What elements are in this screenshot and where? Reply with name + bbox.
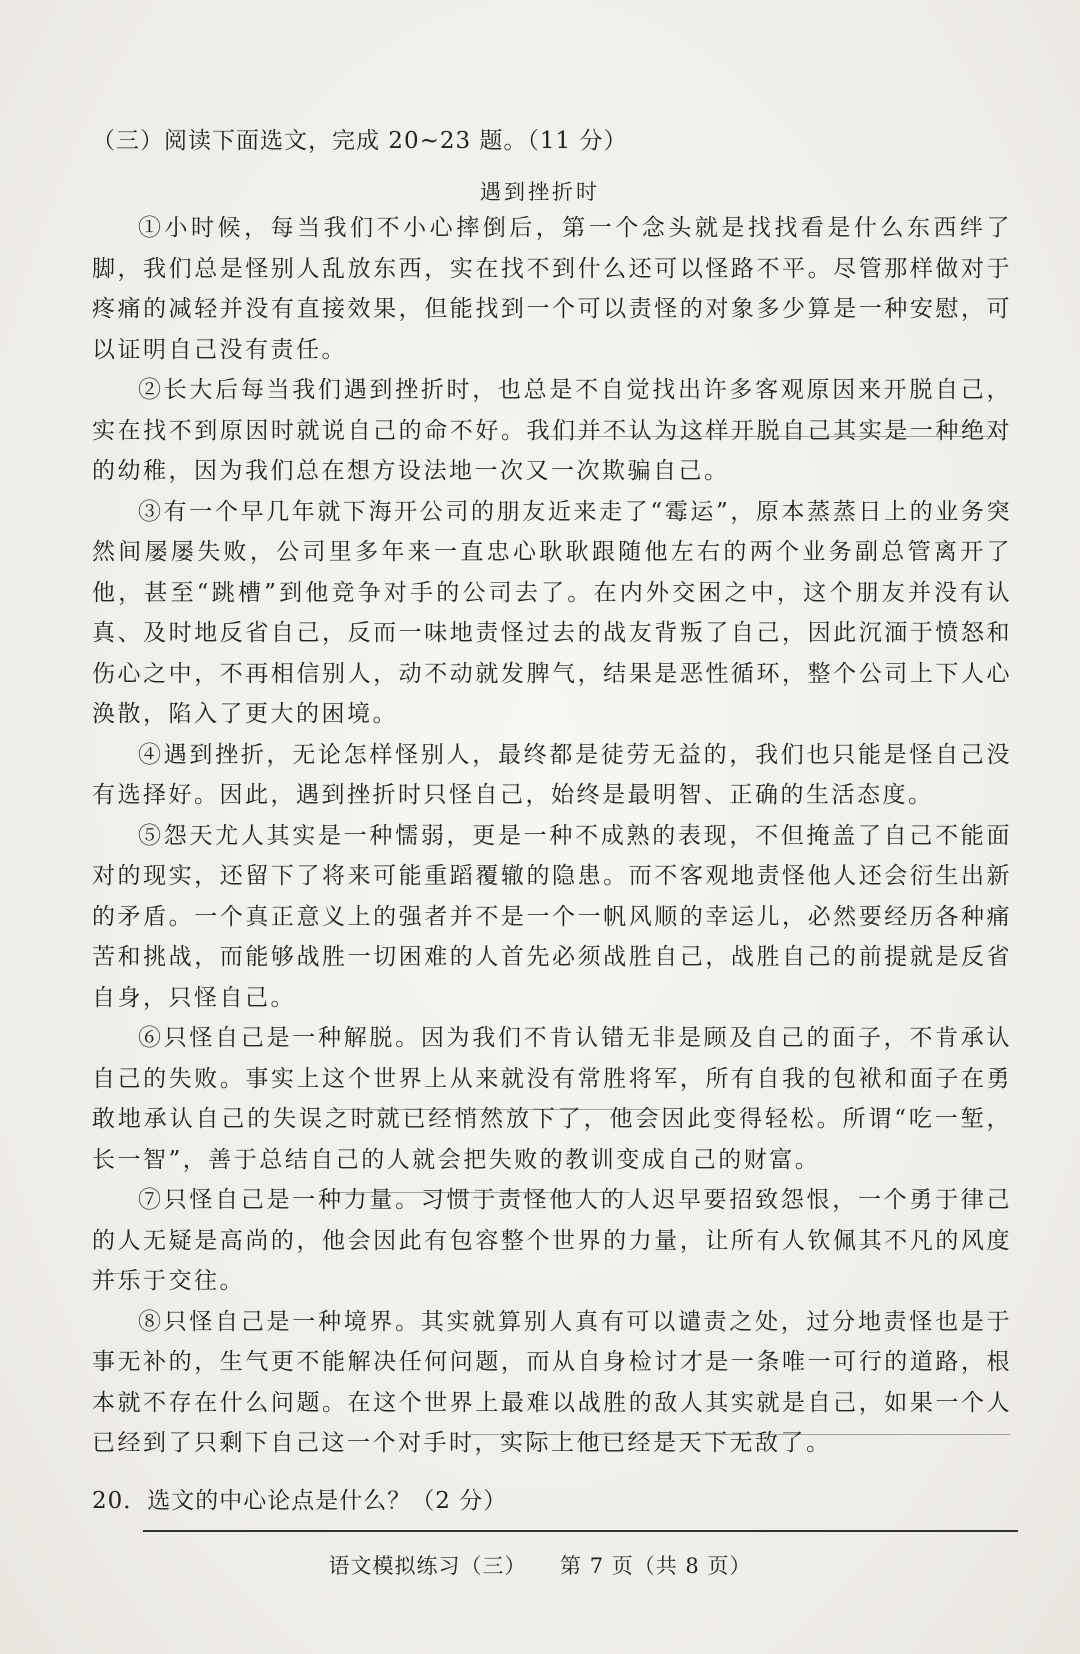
paragraph-8: ⑧只怪自己是一种境界。其实就算别人真有可以谴责之处，过分地责怪也是于事无补的，生气更不能解决任何问题，而从自身检讨才是一条唯一可行的道路，根本就不存在什么问题。在这个世界上最难以战胜的敌人其实就是自己，如果一个人已经到了只剩下自己这一个对手时，实际上他已经是天下无敌了。	[92, 1308, 1012, 1456]
footer-divider	[143, 1530, 1018, 1532]
paragraph-6: ⑥只怪自己是一种解脱。因为我们不肯认错无非是顾及自己的面子，不肯承认自己的失败。事实上这个世界上从来就没有常胜将军，所有自我的包袱和面子在勇敢地承认自己的失误之时就已经悄然放下了，他会因此变得轻松。所谓“吃一堑，长一智”，善于总结自己的人就会把失败的教训变成自己的财富。	[92, 1025, 1012, 1173]
paragraph-2: ②长大后每当我们遇到挫折时，也总是不自觉找出许多客观原因来开脱自己，实在找不到原因时就说自己的命不好。我们并不认为这样开脱自己其实是一种绝对的幼稚，因为我们总在想方设法地一次又一次欺骗自己。	[92, 377, 1012, 484]
pencil-underline	[330, 1192, 630, 1193]
page-footer: 语文模拟练习（三） 第 7 页（共 8 页）	[328, 1554, 752, 1578]
section-header: （三）阅读下面选文，完成 20~23 题。（11 分）	[92, 128, 628, 154]
paragraph-7: ⑦只怪自己是一种力量。习惯于责怪他人的人迟早要招致怨恨，一个勇于律己的人无疑是高尚的，他会因此有包容整个世界的力量，让所有人钦佩其不凡的风度并乐于交往。	[92, 1187, 1012, 1294]
paragraph-5: ⑤怨天尤人其实是一种懦弱，更是一种不成熟的表现，不但掩盖了自己不能面对的现实，还留下了将来可能重蹈覆辙的隐患。而不客观地责怪他人还会衍生出新的矛盾。一个真正意义上的强者并不是一个一帆风顺的幸运儿，必然要经历各种痛苦和挑战，而能够战胜一切困难的人首先必须战胜自己，战胜自己的前提就是反省自身，只怪自己。	[92, 822, 1012, 1011]
paragraph-1: ①小时候，每当我们不小心摔倒后，第一个念头就是找找看是什么东西绊了脚，我们总是怪别人乱放东西，实在找不到什么还可以怪路不平。尽管那样做对于疼痛的减轻并没有直接效果，但能找到一个可以责怪的对象多少算是一种安慰，可以证明自己没有责任。	[92, 215, 1012, 363]
pencil-underline	[470, 1434, 1010, 1435]
pencil-underline	[92, 1273, 140, 1274]
paragraph-4: ④遇到挫折，无论怎样怪别人，最终都是徒劳无益的，我们也只能是怪自己没有选择好。因此，遇到挫折时只怪自己，始终是最明智、正确的生活态度。	[92, 741, 1012, 808]
article-body	[92, 208, 1012, 1464]
question-20: 20．选文的中心论点是什么？（2 分）	[92, 1488, 508, 1514]
article-title: 遇到挫折时	[480, 180, 600, 204]
pencil-underline	[545, 436, 1005, 437]
paragraph-3: ③有一个早几年就下海开公司的朋友近来走了“霉运”，原本蒸蒸日上的业务突然间屡屡失败，公司里多年来一直忠心耿耿跟随他左右的两个业务副总管离开了他，甚至“跳槽”到他竞争对手的公司去了。在内外交困之中，这个朋友并没有认真、及时地反省自己，反而一味地责怪过去的战友背叛了自己，因此沉湎于愤怒和伤心之中，不再相信别人，动不动就发脾气，结果是恶性循环，整个公司上下人心涣散，陷入了更大的困境。	[92, 498, 1012, 727]
pencil-underline	[330, 1109, 660, 1110]
